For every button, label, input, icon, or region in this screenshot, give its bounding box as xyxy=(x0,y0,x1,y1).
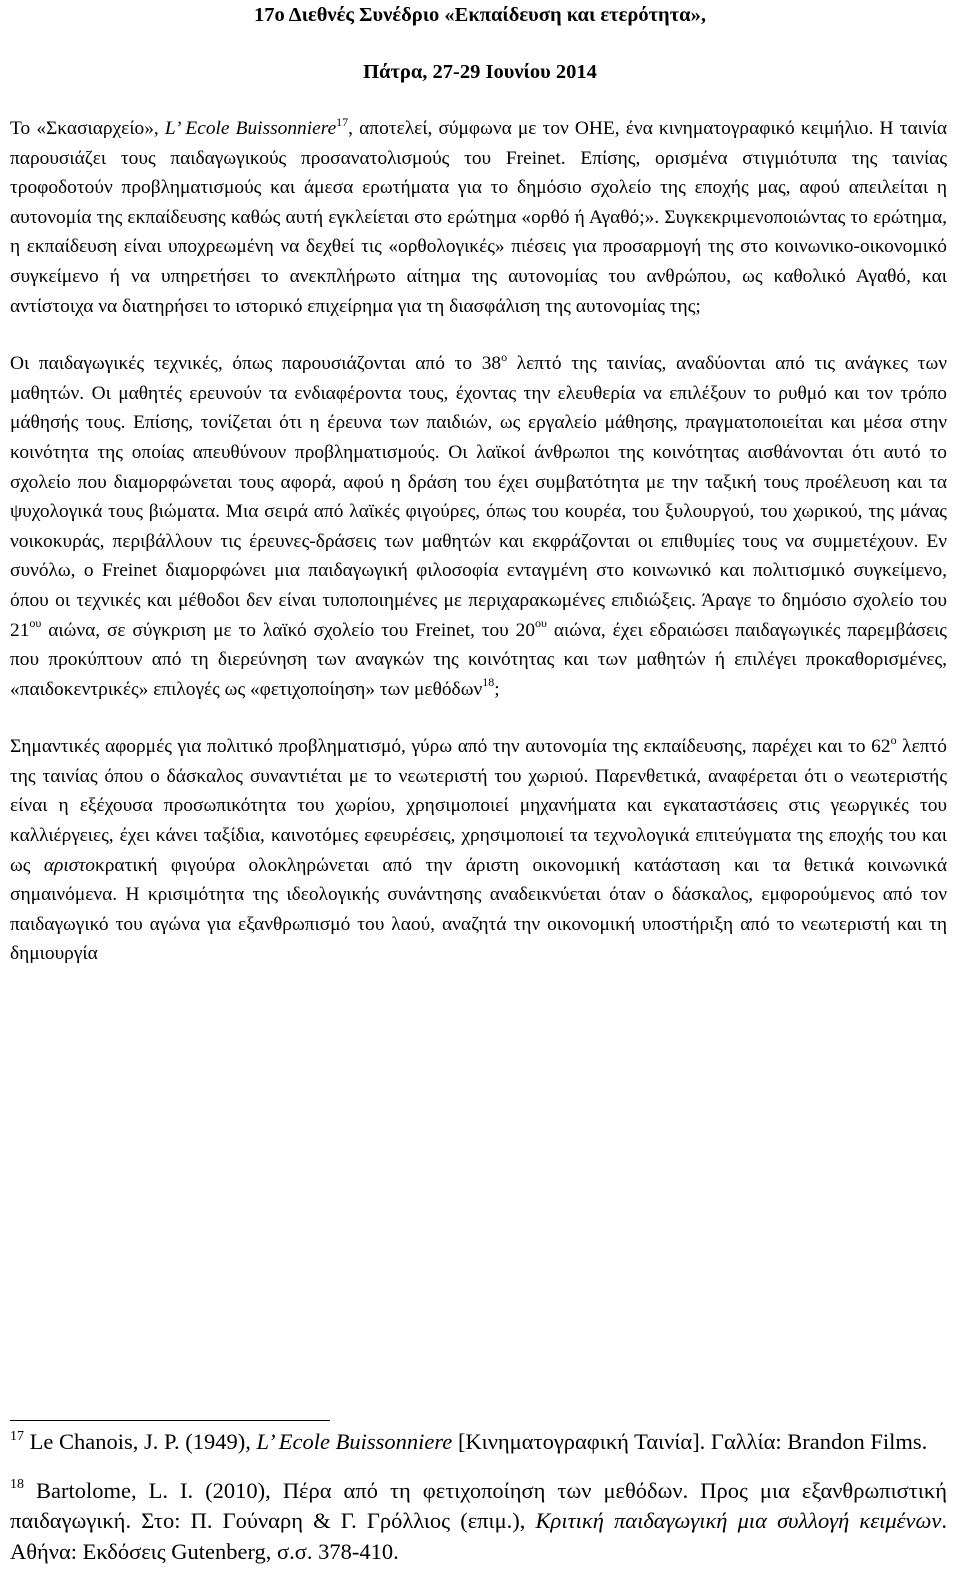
footnote-divider xyxy=(10,1420,330,1421)
footnotes-section xyxy=(10,1427,947,1567)
film-title-italic: L’ Ecole Buissonniere xyxy=(256,1429,453,1454)
book-title-italic: Κριτική παιδαγωγική μια συλλογή κειμένων xyxy=(535,1508,942,1533)
footnote-number: 17 xyxy=(10,1428,24,1444)
footnote-17 xyxy=(10,1427,947,1458)
conference-place-date: Πάτρα, 27-29 Ιουνίου 2014 xyxy=(363,61,597,83)
text-run: αιώνα, σε σύγκριση με το λαϊκό σχολείο του Freinet, του 20 xyxy=(41,619,536,641)
text-run: ; xyxy=(494,678,500,700)
document-body xyxy=(10,114,947,969)
footnote-18 xyxy=(10,1476,947,1568)
italic-emphasis: αριστο xyxy=(43,854,95,876)
paragraph-2 xyxy=(10,349,947,704)
text-run: Σημαντικές αφορμές για πολιτικό προβληματισμό, γύρω από την αυτονομία της εκπαίδευσης, παρέχει και το 62 xyxy=(10,736,891,758)
ordinal-superscript: ου xyxy=(535,616,547,631)
footnote-number: 18 xyxy=(10,1477,24,1492)
paragraph-1 xyxy=(10,114,947,321)
text-run: , αποτελεί, σύμφωνα με τον ΟΗΕ, ένα κινηματογραφικό κειμήλιο. Η ταινία παρουσιάζει τους παιδαγωγικούς προσανατολισμούς του Freinet. Επίσης, ορισμένα στιγμιότυπα της ταινίας τροφοδοτούν προβληματισμούς και άμεσα ερωτήματα για το δημόσιο σχολείο της εποχής μας, αφού απειλείται η αυτονομία της εκπαίδευσης καθώς αυτή εγκλείεται στο ερώτημα «ορθό ή Αγαθό;». Συγκεκριμενοποιώντας το ερώτημα, η εκπαίδευση είναι υποχρεωμένη να δεχθεί τις «ορθολογικές» πιέσεις για προσαρμογή της στο κοινωνικο-οικονομικό συγκείμενο ή να υπηρετήσει το ανεκπλήρωτο αίτημα της αυτονομίας του ανθρώπου, ως καθολικό Αγαθό, και αντίστοιχα να διατηρήσει το ιστορικό επιχείρημα για τη διασφάλιση της αυτονομίας της; xyxy=(10,118,947,317)
text-run: κρατική φιγούρα ολοκληρώνεται από την άριστη οικονομική κατάσταση και τα θετικά κοινωνικά σημαινόμενα. Η κρισιμότητα της ιδεολογικής συνάντησης αναδεικνύεται όταν ο δάσκαλος, εμφορούμενος από τον παιδαγωγικό του αγώνα για εξανθρωπισμό του λαού, αναζητά την οικονομική υποστήριξη από το νεωτεριστή και τη δημιουργία xyxy=(10,854,947,965)
text-run: Οι παιδαγωγικές τεχνικές, όπως παρουσιάζονται από το 38 xyxy=(10,353,502,375)
ordinal-superscript: ου xyxy=(29,616,42,631)
film-title-italic: L’ Ecole Buissonniere xyxy=(164,118,337,139)
text-run: λεπτό της ταινίας, αναδύονται από τις ανάγκες των μαθητών. Οι μαθητές ερευνούν τα ενδιαφέροντα τους, έχοντας την ελευθερία να επιλέξουν το ρυθμό και τον τρόπο μάθησής τους. Επίσης, τονίζεται ότι η έρευνα των παιδιών, ως εργαλείο μάθησης, πραγματοποιείται και μέσα στην κοινότητα της οποίας απευθύνουν προβληματισμούς. Οι λαϊκοί άνθρωποι της κοινότητας αισθάνονται ότι αυτό το σχολείο που διαμορφώνεται τους αφορά, αφού η δράση του έχει συμβατότητα με την ταξική τους προέλευση και τα ψυχολογικά τους βιώματα. Μια σειρά από λαϊκές φιγούρες, όπως του κουρέα, του ξυλουργού, του χωρικού, της μάνας νοικοκυράς, περιβάλλουν τις έρευνες-δράσεις των μαθητών και εκφράζονται οι επιθυμίες τους να συμμετέχουν. Εν συνόλω, ο Freinet διαμορφώνει μια παιδαγωγική φιλοσοφία ενταγμένη στο κοινωνικό και πολιτισμικό συγκείμενο, όπου οι τεχνικές και μέθοδοι δεν είναι τυποποιημένες με περιχαρακωμένες επιδιώξεις. Άραγε το δημόσιο σχολείο του 21 xyxy=(10,353,947,641)
conference-title: 17ο Διεθνές Συνέδριο «Εκπαίδευση και ετερότητα», xyxy=(254,4,706,26)
text-run: αιώνα, έχει εδραιώσει παιδαγωγικές παρεμβάσεις που προκύπτουν από τη διερεύνηση των αναγκών της κοινότητας και των μαθητών ή επιλέγει προκαθορισμένες, «παιδοκεντρικές» επιλογές ως «φετιχοποίηση» των μεθόδων xyxy=(10,619,947,700)
ordinal-superscript: ο xyxy=(501,349,508,364)
text-run: Bartolome, L. I. (2010), Πέρα από τη φετιχοποίηση των μεθόδων. Προς μια εξανθρωπιστική παιδαγωγική. Στο: Π. Γούναρη & Γ. Γρόλλιος (επιμ.), xyxy=(10,1477,947,1533)
footnote-ref-17[interactable]: 17 xyxy=(336,114,349,129)
footnote-ref-18[interactable]: 18 xyxy=(482,675,495,690)
text-run: . Αθήνα: Εκδόσεις Gutenberg, σ.σ. 378-410. xyxy=(10,1508,947,1564)
text-run: Το «Σκασιαρχείο», xyxy=(10,118,165,139)
text-run: Le Chanois, J. P. (1949), xyxy=(24,1429,257,1454)
text-run: λεπτό της ταινίας όπου ο δάσκαλος συναντιέται με το νεωτεριστή του χωριού. Παρενθετικά, αναφέρεται ότι ο νεωτεριστής είναι η εξέχουσα προσωπικότητα του χωρίου, χρησιμοποιεί μηχανήματα και εγκαταστάσεις στις γεωργικές του καλλιέργειες, έχει κάνει ταξίδια, καινοτόμες εφευρέσεις, χρησιμοποιεί τα τεχνολογικά επιτεύγματα της εποχής του και ως xyxy=(10,736,947,876)
text-run: [Κινηματογραφική Ταινία]. Γαλλία: Brandon Films. xyxy=(452,1429,928,1454)
paragraph-3 xyxy=(10,732,947,969)
ordinal-superscript: ο xyxy=(890,732,897,747)
